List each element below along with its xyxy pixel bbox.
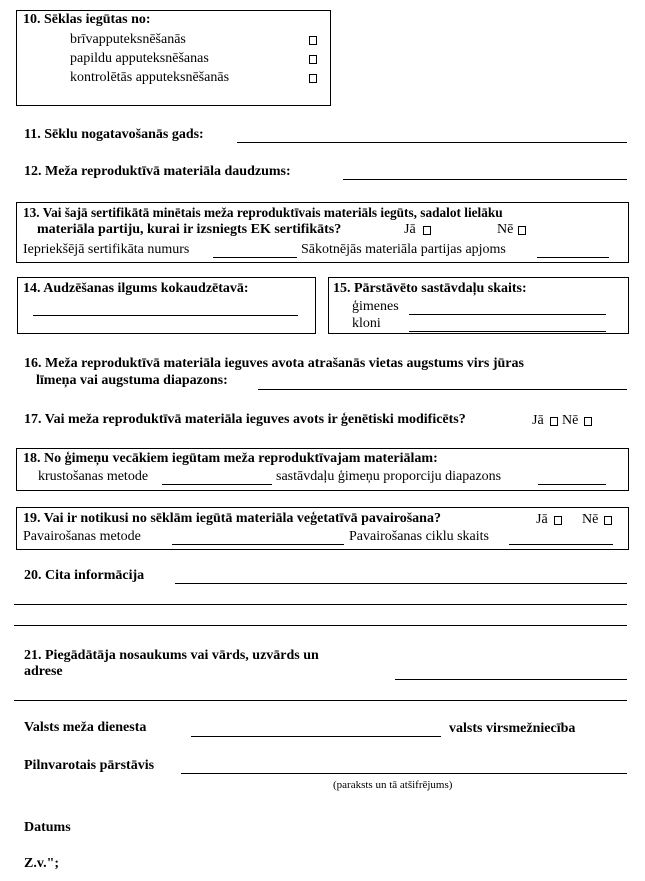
prev-cert-label: Iepriekšējā sertifikāta numurs [23,242,190,257]
section-19-no-checkbox[interactable] [604,516,612,525]
section-19-no-label: Nē [582,512,599,527]
representative-signature-field[interactable] [181,773,627,774]
section-13-yes-label: Jā [404,222,416,237]
forest-service-label: Valsts meža dienesta [24,720,147,735]
section-17-no-checkbox[interactable] [584,417,592,426]
section-20-field-3[interactable] [14,625,627,626]
propagation-cycles-label: Pavairošanas ciklu skaits [349,529,489,544]
checkbox-supplemental-pollination[interactable] [309,55,317,64]
section-21-line2: adrese [24,664,63,679]
section-21-field-2[interactable] [14,700,627,701]
prev-cert-field[interactable] [213,257,297,258]
representative-label: Pilnvarotais pārstāvis [24,758,155,773]
section-21-line1: 21. Piegādātāja nosaukums vai vārds, uzvārds un [24,648,319,663]
section-20-field-2[interactable] [14,604,627,605]
forestry-label: valsts virsmežniecība [449,721,576,736]
section-20-label: 20. Cita informācija [24,568,145,583]
proportion-label: sastāvdaļu ģimeņu proporciju diapazons [276,469,502,484]
section-13-no-checkbox[interactable] [518,226,526,235]
section-19-yes-checkbox[interactable] [554,516,562,525]
section-10-title: 10. Sēklas iegūtas no: [23,12,151,27]
clones-field[interactable] [409,331,606,332]
crossing-method-label: krustošanas metode [38,469,149,484]
signature-note: (paraksts un tā atšifrējums) [333,779,453,791]
section-14-field[interactable] [33,315,298,316]
section-13-no-label: Nē [497,222,514,237]
section-11-label: 11. Sēklu nogatavošanās gads: [24,127,204,142]
families-field[interactable] [409,314,606,315]
section-17-yes-label: Jā [532,413,544,428]
propagation-cycles-field[interactable] [509,544,613,545]
section-18-title: 18. No ģimeņu vecākiem iegūtam meža reproduktīvajam materiālam: [23,451,438,466]
crossing-method-field[interactable] [162,484,272,485]
seed-option-controlled: kontrolētās apputeksnēšanās [70,70,230,85]
section-16-line1: 16. Meža reproduktīvā materiāla ieguves avota atrašanās vietas augstums virs jūras [24,356,524,371]
section-17-label: 17. Vai meža reproduktīvā materiāla ieguves avots ir ģenētiski modificēts? [24,412,466,427]
section-13-yes-checkbox[interactable] [423,226,431,235]
section-11-field[interactable] [237,142,627,143]
orig-size-label: Sākotnējās materiāla partijas apjoms [301,242,506,257]
section-20-field-1[interactable] [175,583,627,584]
section-17-yes-checkbox[interactable] [550,417,558,426]
clones-label: kloni [352,316,381,331]
section-21-field-1[interactable] [395,679,627,680]
section-15-label: 15. Pārstāvēto sastāvdaļu skaits: [333,281,527,296]
section-19-yes-label: Jā [536,512,548,527]
propagation-method-field[interactable] [172,544,344,545]
section-13-line1: 13. Vai šajā sertifikātā minētais meža reproduktīvais materiāls iegūts, sadalot lielāku [23,205,503,220]
section-17-no-label: Nē [562,413,579,428]
section-13-line2: materiāla partiju, kurai ir izsniegts EK sertifikāts? [37,222,342,237]
section-12-label: 12. Meža reproduktīvā materiāla daudzums: [24,164,291,179]
families-label: ģimenes [352,299,399,314]
stamp-label: Z.v."; [24,856,59,871]
checkbox-controlled-pollination[interactable] [309,74,317,83]
section-16-line2: līmeņa vai augstuma diapazons: [36,373,228,388]
section-14-label: 14. Audzēšanas ilgums kokaudzētavā: [23,281,249,296]
section-16-field[interactable] [258,389,627,390]
propagation-method-label: Pavairošanas metode [23,529,141,544]
proportion-field[interactable] [538,484,606,485]
date-label: Datums [24,820,71,835]
checkbox-free-pollination[interactable] [309,36,317,45]
seed-option-free: brīvapputeksnēšanās [70,32,186,47]
section-19-title: 19. Vai ir notikusi no sēklām iegūtā materiāla veģetatīvā pavairošana? [23,511,441,526]
orig-size-field[interactable] [537,257,609,258]
seed-option-supplemental: papildu apputeksnēšanas [70,51,209,66]
section-12-field[interactable] [343,179,627,180]
forest-service-field[interactable] [191,736,441,737]
